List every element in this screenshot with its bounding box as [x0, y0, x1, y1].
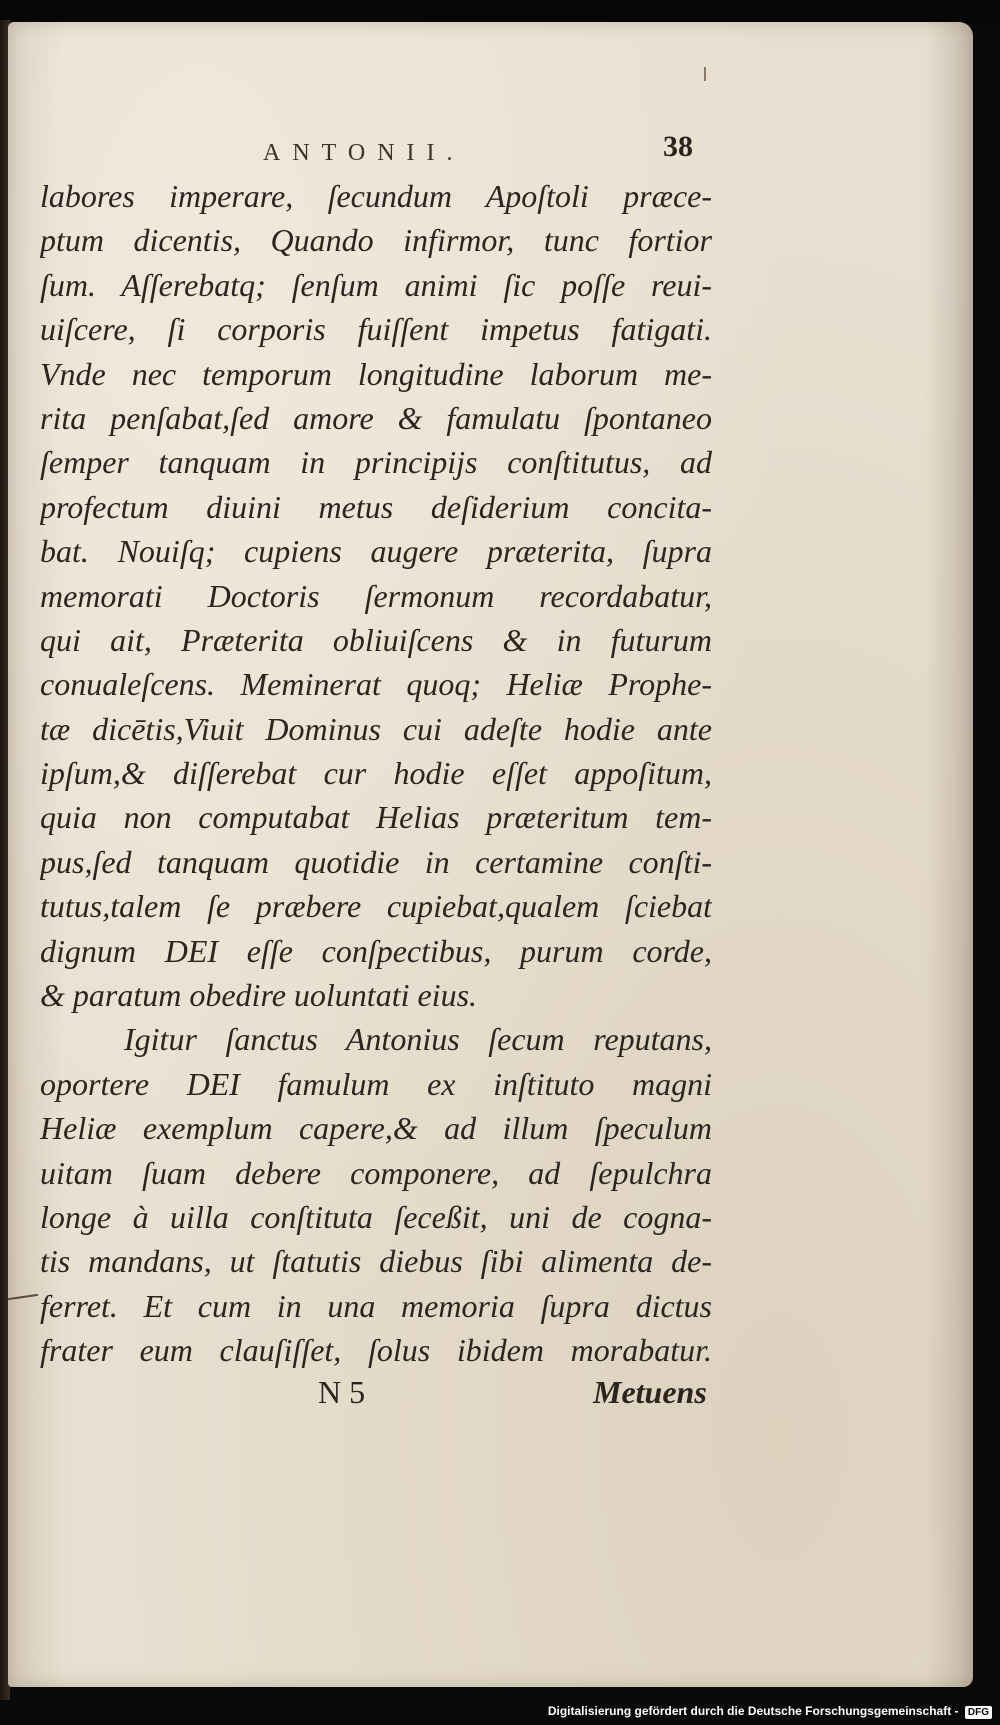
- scan-top-border: [0, 0, 1000, 24]
- credit-text: Digitalisierung gefördert durch die Deutsche Forschungsgemeinschaft -: [547, 1704, 959, 1718]
- book-page: [8, 22, 973, 1687]
- text-line: ſum. Aſſerebatq; ſenſum animi ſic poſſe reui-: [40, 266, 712, 303]
- signature-mark: N 5: [318, 1374, 366, 1410]
- text-line: labores imperare, ſecundum Apoſtoli præce-: [40, 178, 712, 214]
- text-line: Heliæ exemplum capere,& ad illum ſpeculum: [40, 1110, 712, 1147]
- text-line: memorati Doctoris ſermonum recordabatur,: [40, 577, 712, 614]
- text-line: qui ait, Præterita obliuiſcens & in futurum: [40, 621, 712, 658]
- text-line: conualeſcens. Meminerat quoq; Heliæ Prophe-: [40, 666, 712, 703]
- text-line: profectum diuini metus deſiderium concita-: [40, 488, 712, 525]
- text-line: ſemper tanquam in principijs conſtitutus, ad: [40, 444, 712, 481]
- body-text: [40, 174, 712, 1373]
- text-line: uitam ſuam debere componere, ad ſepulchra: [40, 1154, 712, 1191]
- text-line: & paratum obedire uoluntati eius.: [40, 977, 478, 1014]
- margin-mark: [704, 67, 706, 81]
- dfg-logo: DFG: [965, 1706, 992, 1719]
- page-number: 38: [663, 130, 693, 163]
- text-line: frater eum clauſiſſet, ſolus ibidem morabatur.: [40, 1332, 712, 1369]
- text-line: rita penſabat,ſed amore & famulatu ſpontaneo: [40, 399, 712, 436]
- text-line: ptum dicentis, Quando infirmor, tunc fortior: [40, 222, 712, 259]
- text-line: tutus,talem ſe præbere cupiebat,qualem ſciebat: [40, 888, 712, 925]
- text-line: oportere DEI famulum ex inſtituto magni: [40, 1065, 712, 1102]
- text-line: uiſcere, ſi corporis fuiſſent impetus fatigati.: [40, 311, 712, 348]
- text-line: pus,ſed tanquam quotidie in certamine conſti-: [40, 843, 712, 880]
- text-line: dignum DEI eſſe conſpectibus, purum corde,: [40, 932, 712, 969]
- digitization-credit: [548, 1704, 992, 1719]
- text-line: Vnde nec temporum longitudine laborum me-: [40, 355, 712, 392]
- text-line: ipſum,& diſſerebat cur hodie eſſet appoſitum,: [40, 755, 712, 792]
- running-head: ANTONII.: [263, 140, 465, 166]
- text-line: bat. Nouiſq; cupiens augere præterita, ſupra: [40, 533, 712, 570]
- catchword: Metuens: [593, 1374, 707, 1410]
- text-line: ferret. Et cum in una memoria ſupra dictus: [40, 1287, 712, 1324]
- text-line: quia non computabat Helias præteritum tem-: [40, 799, 712, 836]
- text-line: longe à uilla conſtituta ſeceßit, uni de cogna-: [40, 1198, 712, 1235]
- paragraph-first-line: Igitur ſanctus Antonius ſecum reputans,: [124, 1021, 712, 1058]
- text-line: tis mandans, ut ſtatutis diebus ſibi alimenta de-: [40, 1243, 712, 1280]
- text-line: tæ dicētis,Viuit Dominus cui adeſte hodie ante: [40, 710, 712, 747]
